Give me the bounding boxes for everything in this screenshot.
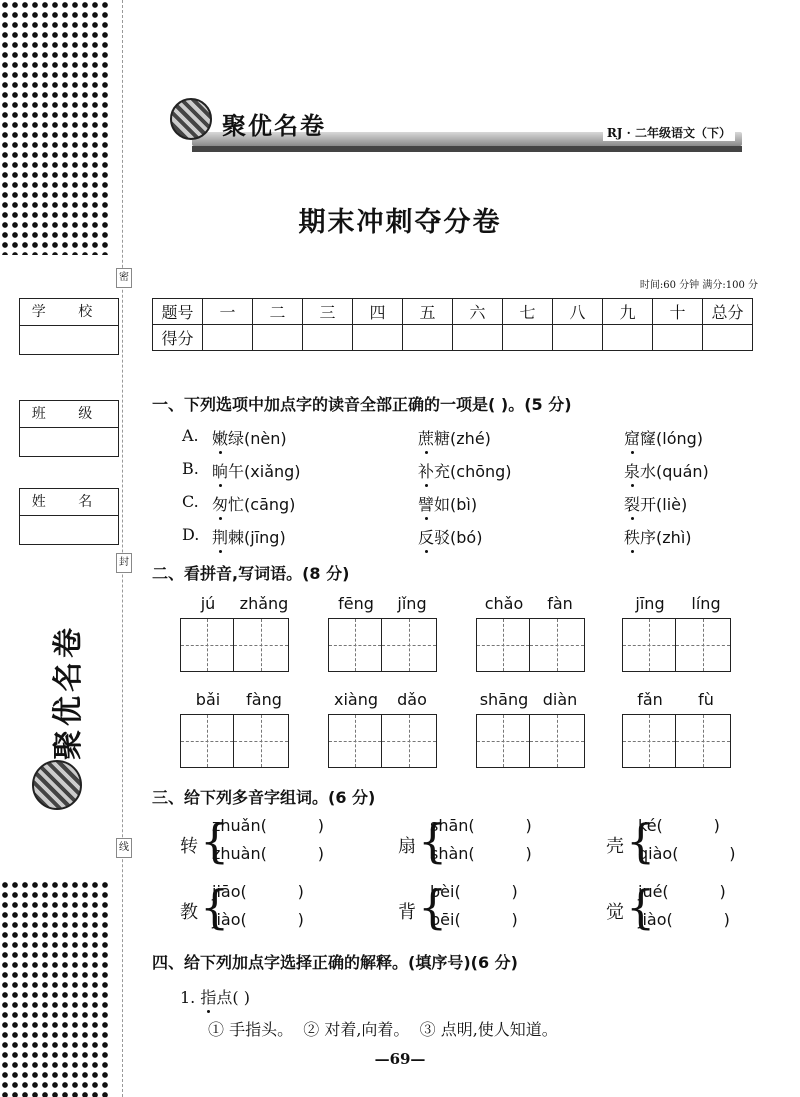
reading-blank[interactable]: qiào( ) — [638, 844, 736, 863]
dotted-char: 匆 — [212, 495, 229, 514]
banner-underbar — [192, 146, 742, 152]
q4-text: 四、给下列加点字选择正确的解释。(填序号)(6 分) — [152, 953, 518, 972]
pinyin-word-group — [180, 690, 292, 768]
pinyin-row — [622, 594, 734, 614]
name-field[interactable] — [20, 516, 118, 544]
q1-option-letter[interactable]: C. — [182, 492, 199, 511]
writing-boxes — [622, 714, 734, 768]
page-title: 期末冲刺夺分卷 — [298, 207, 502, 238]
reading-blank[interactable]: jué( ) — [638, 882, 726, 901]
writing-boxes — [476, 714, 588, 768]
tian-grid-box[interactable] — [180, 714, 234, 768]
polyphone-char: 壳 — [606, 836, 624, 857]
writing-boxes — [328, 714, 440, 768]
tian-grid-box[interactable] — [382, 618, 437, 672]
score-header-cell: 二 — [253, 299, 303, 325]
q1-option-word — [624, 525, 692, 548]
pinyin-row — [476, 690, 588, 710]
word-char: 序 — [640, 528, 657, 547]
header-banner — [152, 112, 747, 154]
header-subtitle: RJ · 二年级语文（下） — [603, 124, 735, 141]
q4-choices: ① 手指头。 ② 对着,向着。 ③ 点明,使人知道。 — [208, 1020, 558, 1039]
word-char: 窿 — [640, 429, 657, 448]
pinyin-word-group — [180, 594, 292, 672]
pinyin-row — [180, 594, 292, 614]
score-row-label: 得分 — [153, 325, 203, 351]
brace-icon: { — [200, 814, 230, 868]
tian-grid-box[interactable] — [622, 618, 676, 672]
q3-text: 三、给下列多音字组词。(6 分) — [152, 788, 376, 807]
pinyin-syllable: jǐng — [397, 594, 427, 613]
brace-icon: { — [418, 814, 448, 868]
word-char: 如 — [434, 495, 451, 514]
pinyin-syllable: dǎo — [397, 690, 427, 709]
school-field[interactable] — [20, 326, 118, 354]
vertical-logo-cube-icon — [32, 760, 82, 810]
q1-option-letter[interactable]: D. — [182, 525, 200, 544]
score-cell[interactable] — [503, 325, 553, 351]
pinyin-syllable: fù — [698, 690, 714, 709]
brace-icon: { — [200, 880, 230, 934]
pinyin-word-group — [328, 690, 440, 768]
pinyin-syllable: fǎn — [637, 690, 663, 709]
score-header-cell: 题号 — [153, 299, 203, 325]
q4-item1-dotted: 指 — [200, 988, 217, 1007]
vertical-logo-text: 聚优名卷 — [51, 624, 86, 760]
dotted-char: 窟 — [624, 429, 641, 448]
reading-blank[interactable]: zhuàn( ) — [212, 844, 324, 863]
pinyin-syllable: shāng — [479, 690, 529, 709]
binding-line — [122, 0, 123, 1097]
writing-boxes — [622, 618, 734, 672]
tian-grid-box[interactable] — [622, 714, 676, 768]
word-char: 糖 — [434, 429, 451, 448]
pinyin-syllable: líng — [691, 594, 721, 613]
pinyin-reading: (zhì) — [656, 528, 692, 547]
name-label: 姓 名 — [20, 489, 118, 516]
word-char: 棘 — [228, 528, 245, 547]
dotted-char: 蔗 — [418, 429, 435, 448]
score-header-cell: 一 — [203, 299, 253, 325]
q1-option-word — [624, 426, 703, 449]
q1-option-letter[interactable]: A. — [182, 426, 199, 445]
q1-option-word — [212, 525, 286, 548]
dotted-char: 嫩 — [212, 429, 229, 448]
cube-logo-icon — [170, 98, 212, 140]
school-label: 学 校 — [20, 299, 118, 326]
tian-grid-box[interactable] — [328, 618, 382, 672]
q1-option-letter[interactable]: B. — [182, 459, 199, 478]
q4-item1-rest: 点( ) — [216, 988, 250, 1007]
score-header-cell: 五 — [403, 299, 453, 325]
pinyin-syllable: jīng — [635, 594, 665, 613]
q1-option-word — [418, 525, 482, 548]
dotted-char: 秩 — [624, 528, 641, 547]
pinyin-word-group — [476, 690, 588, 768]
tian-grid-box[interactable] — [382, 714, 437, 768]
dotted-char: 反 — [418, 528, 435, 547]
score-table — [152, 298, 753, 351]
pinyin-syllable: fēng — [338, 594, 374, 613]
dotted-char: 譬 — [418, 495, 435, 514]
pinyin-syllable: chǎo — [484, 594, 524, 613]
q2-text: 二、看拼音,写词语。(8 分) — [152, 564, 350, 583]
pinyin-row — [476, 594, 588, 614]
dotted-char: 补 — [418, 462, 435, 481]
reading-blank[interactable]: bèi( ) — [430, 882, 518, 901]
tian-grid-box[interactable] — [676, 714, 731, 768]
pinyin-syllable: jú — [200, 594, 216, 613]
writing-boxes — [180, 618, 292, 672]
score-header-cell: 三 — [303, 299, 353, 325]
reading-blank[interactable]: shàn( ) — [430, 844, 532, 863]
header-logo: 聚优名卷 — [222, 112, 326, 140]
score-value-row — [153, 325, 753, 351]
vertical-logo — [30, 600, 86, 780]
word-char: 绿 — [228, 429, 245, 448]
brace-icon: { — [626, 814, 656, 868]
pinyin-word-group — [328, 594, 440, 672]
class-box — [19, 400, 119, 457]
score-cell[interactable] — [303, 325, 353, 351]
polyphone-char: 教 — [180, 902, 198, 923]
score-cell[interactable] — [703, 325, 753, 351]
brace-icon: { — [418, 880, 448, 934]
tian-grid-box[interactable] — [476, 714, 530, 768]
word-char: 充 — [434, 462, 451, 481]
pinyin-word-group — [622, 690, 734, 768]
score-header-cell: 九 — [603, 299, 653, 325]
q1-option-word — [624, 459, 709, 482]
pinyin-reading: (bó) — [450, 528, 483, 547]
score-header-cell: 七 — [503, 299, 553, 325]
pinyin-row — [180, 690, 292, 710]
pinyin-reading: (lóng) — [656, 429, 704, 448]
brace-icon: { — [626, 880, 656, 934]
class-field[interactable] — [20, 428, 118, 456]
pinyin-word-group — [622, 594, 734, 672]
writing-boxes — [180, 714, 292, 768]
score-header-cell: 总分 — [703, 299, 753, 325]
pinyin-word-group — [476, 594, 588, 672]
score-cell[interactable] — [453, 325, 503, 351]
q1-option-word — [212, 459, 301, 482]
polyphone-char: 转 — [180, 836, 198, 857]
q1-option-word — [418, 426, 491, 449]
pinyin-reading: (cāng) — [244, 495, 296, 514]
pinyin-syllable: diàn — [542, 690, 578, 709]
seal-char-feng: 封 — [116, 553, 132, 573]
pinyin-syllable: fàn — [547, 594, 573, 613]
score-header-cell: 六 — [453, 299, 503, 325]
pinyin-row — [328, 690, 440, 710]
polyphone-char: 扇 — [398, 836, 416, 857]
class-label: 班 级 — [20, 401, 118, 428]
score-cell[interactable] — [553, 325, 603, 351]
reading-blank[interactable]: shān( ) — [430, 816, 532, 835]
score-cell[interactable] — [653, 325, 703, 351]
dotted-char: 晌 — [212, 462, 229, 481]
dotted-char: 泉 — [624, 462, 641, 481]
name-box — [19, 488, 119, 545]
word-char: 水 — [640, 462, 657, 481]
q1-option-word — [624, 492, 687, 515]
pinyin-syllable: xiàng — [333, 690, 378, 709]
score-header-cell: 四 — [353, 299, 403, 325]
polyphone-char: 觉 — [606, 902, 624, 923]
q1-text: 一、下列选项中加点字的读音全部正确的一项是( )。(5 分) — [152, 395, 572, 414]
time-info: 时间:60 分钟 满分:100 分 — [639, 280, 758, 291]
word-char: 午 — [228, 462, 245, 481]
reading-blank[interactable]: ké( ) — [638, 816, 720, 835]
page-number: —69— — [374, 1050, 426, 1068]
word-char: 忙 — [228, 495, 245, 514]
pinyin-reading: (chōng) — [450, 462, 512, 481]
seal-char-mi: 密 — [116, 268, 132, 288]
word-char: 驳 — [434, 528, 451, 547]
polyphone-char: 背 — [398, 902, 416, 923]
tian-grid-box[interactable] — [676, 618, 731, 672]
pinyin-reading: (liè) — [656, 495, 688, 514]
q1-option-word — [212, 492, 295, 515]
word-char: 开 — [640, 495, 657, 514]
reading-blank[interactable]: bēi( ) — [430, 910, 518, 929]
pinyin-row — [622, 690, 734, 710]
pinyin-reading: (jīng) — [244, 528, 286, 547]
tian-grid-box[interactable] — [234, 714, 289, 768]
score-header-cell: 八 — [553, 299, 603, 325]
tian-grid-box[interactable] — [328, 714, 382, 768]
pinyin-syllable: fàng — [246, 690, 282, 709]
pinyin-syllable: zhǎng — [239, 594, 289, 613]
dotted-char: 裂 — [624, 495, 641, 514]
pinyin-reading: (nèn) — [244, 429, 287, 448]
dotted-char: 荆 — [212, 528, 229, 547]
seal-char-xian: 线 — [116, 838, 132, 858]
score-cell[interactable] — [203, 325, 253, 351]
pinyin-row — [328, 594, 440, 614]
score-header-row — [153, 299, 753, 325]
score-cell[interactable] — [253, 325, 303, 351]
q1-option-word — [418, 492, 477, 515]
q4-item1 — [180, 985, 250, 1008]
pinyin-syllable: bǎi — [195, 690, 221, 709]
q1-option-word — [212, 426, 287, 449]
score-header-cell: 十 — [653, 299, 703, 325]
writing-boxes — [476, 618, 588, 672]
score-cell[interactable] — [603, 325, 653, 351]
writing-boxes — [328, 618, 440, 672]
tian-grid-box[interactable] — [530, 618, 585, 672]
pinyin-reading: (xiǎng) — [244, 462, 301, 481]
score-cell[interactable] — [353, 325, 403, 351]
pinyin-reading: (quán) — [656, 462, 709, 481]
reading-blank[interactable]: jiāo( ) — [212, 882, 304, 901]
q4-item1-num: 1. — [180, 988, 201, 1007]
tian-grid-box[interactable] — [180, 618, 234, 672]
reading-blank[interactable]: jiào( ) — [212, 910, 304, 929]
tian-grid-box[interactable] — [234, 618, 289, 672]
reading-blank[interactable]: jiào( ) — [638, 910, 730, 929]
pinyin-reading: (bì) — [450, 495, 478, 514]
q1-option-word — [418, 459, 512, 482]
reading-blank[interactable]: zhuǎn( ) — [212, 816, 324, 835]
tian-grid-box[interactable] — [530, 714, 585, 768]
score-cell[interactable] — [403, 325, 453, 351]
school-box — [19, 298, 119, 355]
tian-grid-box[interactable] — [476, 618, 530, 672]
pinyin-reading: (zhé) — [450, 429, 491, 448]
